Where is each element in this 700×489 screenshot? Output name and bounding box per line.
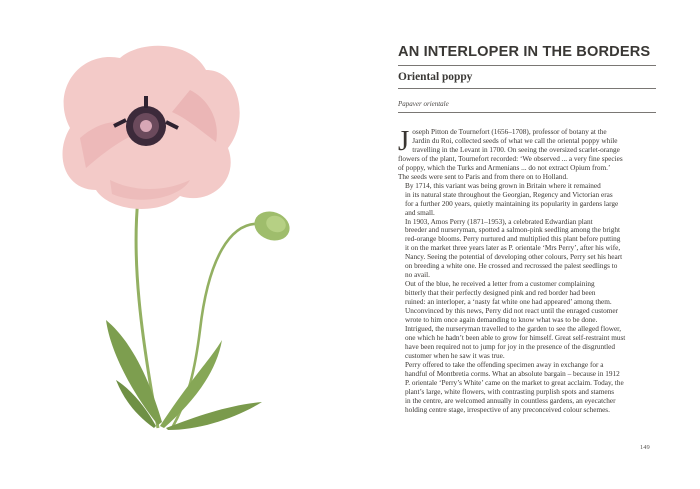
- common-name: Oriental poppy: [398, 71, 473, 83]
- text-line: In 1903, Amos Perry (1871–1953), a celebrated Edwardian plant: [405, 217, 593, 226]
- text-line: handful of Montbretia corms. What an absolute bargain – because in 1912: [405, 369, 620, 378]
- text-line: P. orientale ‘Perry’s White’ came on the market to great acclaim. Today, the: [405, 378, 624, 387]
- text-line: bitterly that their perfectly designed pink and red border had been: [405, 289, 596, 298]
- text-line: no avail.: [405, 271, 430, 280]
- text-line: Jardin du Roi, collected seeds of what we call the oriental poppy while: [412, 136, 618, 145]
- text-line: of poppy, which the Turks and Armenians ... do not extract Opium from.’: [398, 163, 611, 172]
- text-line: it on the market three years later as P. orientale ‘Mrs Perry’, after his wife,: [405, 244, 621, 253]
- text-line: Out of the blue, he received a letter from a customer complaining: [405, 280, 595, 289]
- text-line: Intrigued, the nurseryman travelled to the garden to see the alleged flower,: [405, 324, 622, 333]
- text-line: travelling in the Levant in 1700. On seeing the oversized scarlet-orange: [412, 145, 620, 154]
- text-line: Perry offered to take the offending specimen away in exchange for a: [405, 360, 604, 369]
- body-text: [398, 125, 656, 415]
- text-line: for a further 200 years, quietly maintaining its popularity in gardens large: [405, 199, 619, 208]
- paragraph-4: [398, 280, 656, 361]
- poppy-bud: [250, 207, 293, 246]
- poppy-illustration: [40, 30, 320, 450]
- paragraph-3: [398, 218, 656, 281]
- text-line: breeder and nurseryman, spotted a salmon-pink seedling among the bright: [405, 226, 621, 235]
- text-line: oseph Pitton de Tournefort (1656–1708), professor of botany at the: [412, 128, 607, 136]
- text-line: in the centre, are welcomed annually in countless gardens, an eyecatcher: [405, 396, 616, 405]
- poppy-leaves: [106, 320, 262, 430]
- latin-rule: [398, 112, 656, 113]
- text-line: customer when he saw it was true.: [405, 351, 505, 360]
- text-line: wrote to him once again demanding to know what was to be done.: [405, 316, 598, 325]
- text-line: By 1714, this variant was being grown in Britain where it remained: [405, 181, 601, 190]
- text-line: ruined: an interloper, a ‘nasty fat white one had appeared’ among them.: [405, 298, 612, 307]
- heading-block: [398, 44, 656, 113]
- poppy-stems: [136, 198, 262, 428]
- text-line: on breeding a white one. He crossed and recrossed the palest seedlings to: [405, 262, 618, 271]
- page-title: AN INTERLOPER IN THE BORDERS: [398, 44, 651, 60]
- text-line: red-orange blooms. Perry nurtured and multiplied this plant before putting: [405, 235, 621, 244]
- text-line: Nancy. Seeing the potential of developing other colours, Perry set his heart: [405, 253, 623, 262]
- text-line: in its natural state throughout the Georgian, Regency and Victorian eras: [405, 190, 613, 199]
- text-line: holding centre stage, irrespective of any preconceived colour schemes.: [405, 405, 610, 414]
- text-line: have been required not to jump for joy in the presence of the disgruntled: [405, 342, 615, 351]
- text-line: plant’s large, white flowers, with contrasting purplish spots and stamens: [405, 387, 615, 396]
- latin-name: Papaver orientale: [398, 100, 449, 108]
- poppy-flower: [62, 46, 239, 209]
- paragraph-1: [398, 125, 656, 182]
- text-line: The seeds were sent to Paris and from there on to Holland.: [398, 172, 568, 181]
- text-line: and small.: [405, 208, 435, 217]
- paragraph-5: [398, 361, 656, 415]
- paragraph-2: [398, 182, 656, 218]
- text-line: flowers of the plant, Tournefort recorded: ‘We observed ... a very fine species: [398, 154, 623, 163]
- page-number: 149: [640, 444, 650, 451]
- text-line: one which he hadn’t been able to grow for himself. Great self-restraint must: [405, 333, 626, 342]
- drop-cap: J: [398, 125, 410, 157]
- text-line: Unconvinced by this news, Perry did not react until the enraged customer: [405, 307, 619, 316]
